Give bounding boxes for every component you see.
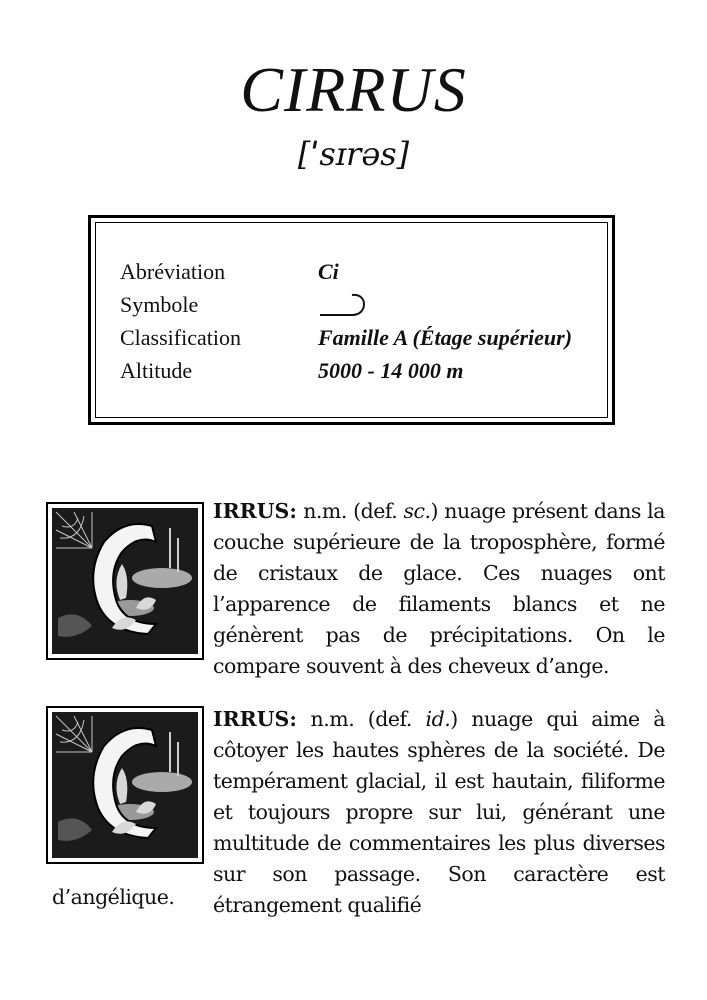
info-box: [88, 215, 615, 425]
page-title: CIRRUS: [240, 54, 467, 125]
phonetic-transcription: [ˈsɪrəs]: [297, 135, 410, 173]
definition-tail: d’angélique.: [52, 885, 175, 909]
drop-cap-illustration: [52, 712, 198, 858]
info-value: Ci: [318, 259, 339, 284]
info-value: Famille A (Étage supérieur): [318, 325, 573, 350]
entry-text: ) nuage qui aime à côtoyer les hautes sphères de la société. De tempérament glacial, il est hautain, filiforme et toujours propre sur lui, générant une multitude de commentaires les plus diverses sur son passage. Son caractère est étrangement qualifié: [213, 707, 665, 917]
drop-cap-c-ornament: [46, 706, 204, 864]
definition-paragraph: [213, 704, 665, 921]
info-box-inner-border: [95, 222, 608, 418]
info-label: Abréviation: [120, 259, 226, 284]
cirrus-symbol-icon: [318, 291, 368, 319]
entry-pos: n.m. (def.: [310, 707, 412, 731]
entry-abbr: sc.: [403, 499, 431, 523]
entry-pos: n.m. (def.: [303, 499, 398, 523]
info-label: Symbole: [120, 292, 199, 317]
entry-head: IRRUS:: [213, 499, 297, 523]
entry-text: ) nuage présent dans la couche supérieure de la troposphère, formé de cristaux de glace. Ces nuages ont l’apparence de filaments blancs et ne génèrent pas de précipitations. On le compare souvent à des cheveux d’ange.: [213, 499, 665, 678]
drop-cap-c-ornament: [46, 502, 204, 660]
info-label: Classification: [120, 325, 241, 350]
info-label: Altitude: [120, 358, 193, 383]
entry-head: IRRUS:: [213, 707, 297, 731]
definition-paragraph: [213, 496, 665, 682]
entry-abbr: id.: [425, 707, 451, 731]
info-value: 5000 - 14 000 m: [318, 358, 464, 383]
drop-cap-illustration: [52, 508, 198, 654]
